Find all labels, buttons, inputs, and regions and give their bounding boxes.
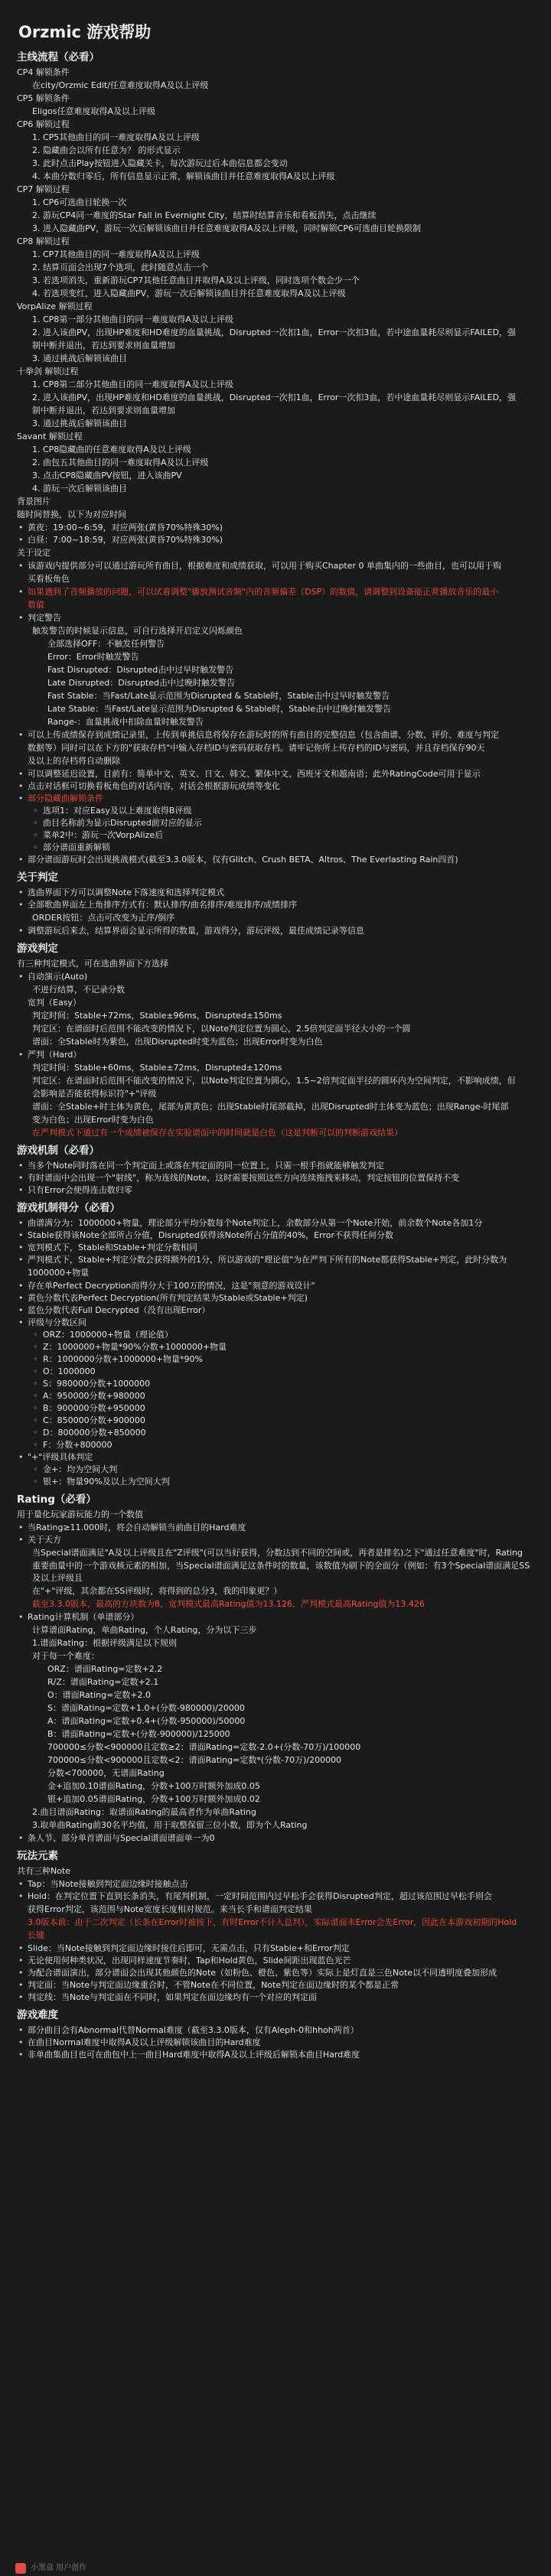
judge-warning-title: • 判定警告 xyxy=(17,612,536,624)
vorp-item: 1. CP8第一部分其他曲目的同一难度取得A及以上评级 xyxy=(32,314,233,324)
elem-item: 长键 xyxy=(28,1930,44,1940)
elem-item: • Tap：当Note接触到判定面边缘时接触点击 xyxy=(17,1878,536,1890)
hidden-item: ◦ 菜单2中：游玩一次VorpAlize后 xyxy=(32,829,536,842)
elem-item: • 为配合谱面演出，部分谱面会出现其他颜色的Note（如粉色、橙色、紫色等）实际上是灯直是三色Note以不同透明度叠加形成 xyxy=(17,1967,536,1979)
cp6-item: 1. CP5其他曲目的同一难度取得A及以上评级 xyxy=(32,132,200,142)
easy-title: 宽判（Easy） xyxy=(28,998,81,1008)
judge-item: Fast Stable：当Fast/Late显示范围为Disrupted & Stable时，Stable击中过早时触发警告 xyxy=(47,691,390,701)
judge-item: 全部选择OFF：不触发任何警告 xyxy=(47,639,165,649)
vorp-item: 3. 通过挑战后解锁该曲目 xyxy=(32,353,127,363)
auto-title: • 自动演示(Auto) xyxy=(17,971,536,983)
about-line: • 该游戏内提供部分可以通过游玩所有曲目，根据难度和成绩获取，可以用于购买Chapter 0 单曲集内的一些曲目，也可以用于购 xyxy=(17,560,536,572)
rating-step: 2.曲目谱面Rating：取谱面Rating的最高者作为单曲Rating xyxy=(32,1807,256,1817)
hidden-item: ◦ 部分谱面重新解锁 xyxy=(32,842,536,854)
rank-row: ◦ B：900000分数+950000 xyxy=(32,1402,536,1415)
ten-heading: 十拳剑 解锁过程 xyxy=(17,366,79,376)
calc-row: 700000≤分数<900000且定数<2：谱面Rating=定数*(分数-70万)/200000 xyxy=(47,1755,342,1765)
about-line: • 可以调整延迟设置，目前有：简单中文、英文、日文、韩文、繁体中文、西班牙文和越南语；此外RatingCode可用于显示 xyxy=(17,768,536,780)
rating-step: • 条人节、部分单首谱面与Special谱面谱面单一为0 xyxy=(17,1832,536,1845)
ten-item: 1. CP8第二部分其他曲目的同一难度取得A及以上评级 xyxy=(32,379,233,389)
calc-row: O：谱面Rating=定数+2.0 xyxy=(47,1690,152,1700)
easy-line: 判定区：在谱面时后范围不能改变的情况下，以Note判定位置为圆心，2.5倍判定面半径大小的一个圆 xyxy=(32,1024,411,1034)
rank-row: ◦ C：850000分数+900000 xyxy=(32,1415,536,1427)
about-line: 数据等）同时可以在下方的"获取存档"中输入存档ID与密码获取存档。请牢记你所上传存档的ID与密码，并且存档保存90天 xyxy=(28,743,485,753)
bg-item: • 黄夜：19:00~6:59，对应两张(黄昏70%特殊30%) xyxy=(17,522,536,534)
vorp-item: 制中断并退出，若达到要求则血量增加 xyxy=(32,340,175,350)
score-heading: 游戏机制得分（必看） xyxy=(17,1202,120,1214)
rank-row: ◦ A：950000分数+980000 xyxy=(32,1390,536,1402)
mode-item: • 全部歌曲界面左上角排序方式有：默认排序/曲名排序/难度排序/成绩排序 xyxy=(17,899,536,911)
about-heading: 关于设定 xyxy=(17,548,51,558)
calc-row: ORZ：谱面Rating=定数+2.2 xyxy=(47,1664,163,1674)
rating-step: 3.取单曲Rating前30名平均值，用于取整保留三位小数，即为个人Rating xyxy=(32,1820,308,1830)
auto-desc: 不进行结算，不记录分数 xyxy=(32,985,125,995)
rank-row: ◦ S：980000分数+1000000 xyxy=(32,1378,536,1390)
cp8-item: 4. 若选项变红，进入隐藏曲PV，游玩一次后解锁该曲目并任意难度取得A及以上评级 xyxy=(32,288,346,298)
rating-heading: Rating（必看） xyxy=(17,1493,96,1506)
about-line: • 可以上传成绩保存到成绩记录里，上传到单挑信息将保存在游玩时的所有曲目的完整信息（包含曲谱、分数、评价、难度与判定 xyxy=(17,729,536,741)
diff-heading: 游戏难度 xyxy=(17,2009,58,2021)
calc-row: B：谱面Rating=定数+(分数-900000)/125000 xyxy=(47,1729,230,1739)
cp7-item: 3. 进入隐藏曲PV，游玩一次后解锁该曲目并任意难度取得A及以上评级，同时解锁CP6可选曲目轮换限制 xyxy=(32,223,421,233)
score-item: • 存在单Perfect Decryption而得分大于100万的情况，这是"刻意的游戏设计" xyxy=(17,1280,536,1292)
score-item: • Stable获得该Note全部所占分值，Disrupted获得该Note所占分值的40%，Error不获得任何分数 xyxy=(17,1229,536,1242)
hard-title: • 严判（Hard） xyxy=(17,1049,536,1061)
cp4-heading: CP4 解锁条件 xyxy=(17,67,70,77)
about-line: • 部分隐藏曲解锁条件 xyxy=(17,793,536,805)
about-warning: 数值 xyxy=(28,600,44,610)
rating-item: 重要曲量中的一个游戏核元素的相加，当Special谱面满足这条件时的数量，该数值为刷下的全面分（例如：有3个Special谱面满足SS及以上评级且 xyxy=(32,1561,530,1583)
plus-item: ◦ 银+：物量90%及以上为空间大判 xyxy=(32,1476,536,1488)
cp8-heading: CP8 解锁过程 xyxy=(17,236,70,246)
cp7-item: 1. CP6可选曲目轮换一次 xyxy=(32,197,127,207)
cp7-item: 2. 游玩CP4同一难度的Star Fall in Evernight City，结算时结算音乐和看板消失，点击继续 xyxy=(32,210,377,220)
hard-line: 判定时间：Stable+60ms，Stable±72ms，Disrupted±120ms xyxy=(32,1063,282,1073)
app-logo-icon xyxy=(15,2563,26,2574)
ten-item: 2. 进入该曲PV，出现HP难度和HD难度的血量挑战，Disrupted一次扣1血，Error一次扣3血，若中途血量耗尽则显示FAILED，强 xyxy=(32,392,517,402)
rating-item: • Rating计算机制（单谱部分） xyxy=(17,1611,536,1623)
score-item: • 宽判模式下，Stable和Stable+判定分数相同 xyxy=(17,1242,536,1254)
calc-row: R/Z：谱面Rating=定数+2.1 xyxy=(47,1677,159,1687)
hard-line: 谱面：全Stable+时主体为黄色，尾部为黄黄色；出现Stable时尾部截掉，出现Disrupted时主体变为蓝色；出现Range-时尾部 xyxy=(32,1102,509,1112)
about-line: • 点击对话框可切换看板角色的对话内容，对话会根据游玩成绩等变化 xyxy=(17,780,536,793)
judge-item: Range-：血量挑战中扣除血量时触发警告 xyxy=(47,717,204,727)
rating-item: • 关于天方 xyxy=(17,1534,536,1546)
diff-item: • 在曲目Normal难度中取得A及以上评级解锁该曲目的Hard难度 xyxy=(17,2037,536,2049)
about-line: • 部分谱面游玩时会出现挑战模式(截至3.3.0版本，仅有Glitch、Crush BETA、Altros、The Everlasting Rain四首) xyxy=(17,854,536,866)
bg-heading: 背景图片 xyxy=(17,497,51,506)
page-title: Orzmic 游戏帮助 xyxy=(18,23,152,41)
rating-max-note: 截至3.3.0版本，最高的方块数为8，宽判模式最高Rating值为13.126，严判模式最高Rating值为13.426 xyxy=(32,1599,425,1609)
cp8-item: 3. 若选项消失，重新游玩CP7其他任意曲目并取得A及以上评级，同时选项个数会少一个 xyxy=(32,275,360,285)
mode-item: ORDER按钮：点击可改变为正序/倒序 xyxy=(32,913,175,923)
elem-item: 获得Error判定，该范围与Note宽度长度相对规范。来当长手和谱面判定结果 xyxy=(28,1904,312,1914)
cp6-heading: CP6 解锁过程 xyxy=(17,119,70,129)
calc-row: 分数<700000，无谱面Rating xyxy=(47,1768,165,1778)
vorp-item: 2. 进入该曲PV，出现HP难度和HD难度的血量挑战，Disrupted一次扣1血，Error一次扣3血，若中途血量耗尽则显示FAILED，强 xyxy=(32,327,517,337)
rating-item: 1.谱面Rating：根据评级满足以下规则 xyxy=(32,1638,177,1648)
hard-note: 在严判模式下通过有一个成绩被保存在实验谱面中的时间就是白色（这是判断可以的判断游戏结果） xyxy=(32,1128,403,1138)
section-main-heading: 主线流程（必看） xyxy=(17,51,99,64)
elem-item: • Slide：当Note接触到判定面边缘时接住后即可，无需点击，只有Stable+和Error判定 xyxy=(17,1943,536,1955)
hard-line: 变为白色；出现Error时变为白色 xyxy=(32,1115,154,1125)
judge-item: Late Disrupted：Disrupted击中过晚时触发警告 xyxy=(47,678,236,688)
cp4-text: 在city/Orzmic Edit/任意难度取得A及以上评级 xyxy=(32,80,209,90)
cp5-text: Eligos任意难度取得A及以上评级 xyxy=(32,106,156,116)
rating-item: 当Special谱面满足"A及以上评级且在"Z评级"(可以当好获得，分数达到不同的空间或，再者是排名)之下"通过任意难度"时，Rating xyxy=(32,1548,523,1558)
rating-item: 对于每一个难度： xyxy=(32,1651,99,1661)
cp6-item: 4. 本曲分数归零后，所有信息显示正常，解锁该曲目并任意难度取得A及以上评级 xyxy=(32,171,335,181)
hard-line: 判定区：在谱面时后范围不能改变的情况下，以Note判定位置为圆心，1.5~2倍判定面半径的圆环内为空间判定，不影响成绩，但 xyxy=(32,1076,516,1086)
rating-item: 计算谱面Rating，单曲Rating，个人Rating，分为以下三步 xyxy=(32,1625,257,1635)
easy-line: 判定时间：Stable+72ms，Stable±96ms，Disrupted±150ms xyxy=(32,1011,282,1021)
elem-item: • 判定面：当Note与判定面边缘重合时，不管Note在不同位置，Note判定在面边缘时的某个都是正常 xyxy=(17,1979,536,1991)
savant-item: 1. CP8隐藏曲的任意难度取得A及以上评级 xyxy=(32,445,191,454)
judge-item: Error：Error时触发警告 xyxy=(47,652,139,662)
hard-line: 会影响是否能获得标识符"+"评级 xyxy=(32,1089,157,1099)
ten-item: 3. 通过挑战后解锁该曲目 xyxy=(32,418,127,428)
mech-heading: 游戏机制（必看） xyxy=(17,1145,99,1157)
savant-item: 2. 曲包五其他曲目的同一难度取得A及以上评级 xyxy=(32,458,209,467)
cp6-item: 3. 此时点击Play按钮进入隐藏关卡，每次游玩过后本曲信息都会变动 xyxy=(32,158,288,168)
savant-item: 3. 点击CP8隐藏曲PV按钮，进入该曲PV xyxy=(32,471,182,480)
watermark-text: 小黑盒 用户创作 xyxy=(31,2564,87,2572)
easy-line: 谱面：全Stable时为紫色，出现Disrupted时变为蓝色；出现Error时变为白色 xyxy=(32,1037,323,1047)
elem-item: • Hold：在判定位置下直到长条消失，有尾判机制，一定时间范围内过早松手会获得Disrupted判定，超过该范围过早松手则会 xyxy=(17,1890,536,1903)
score-item: • 曲谱满分为：1000000+物量，理论部分平均分数每个Note判定上，余数部分从第一个Note开始，前余数个Note各加1分 xyxy=(17,1217,536,1229)
rank-row: ◦ F：分数+800000 xyxy=(32,1439,536,1451)
judge-item: Fast Disrupted：Disrupted击中过早时触发警告 xyxy=(47,665,234,675)
elem-intro: 共有三种Note xyxy=(17,1866,71,1876)
score-item: • 严判模式下，Stable+判定分数会获得额外的1分，所以游戏的"理论值"为在严判下所有的Note都获得Stable+判定，此时分数为 xyxy=(17,1254,536,1266)
savant-heading: Savant 解锁过程 xyxy=(17,432,83,441)
calc-row: A：谱面Rating=定数+0.4+(分数-950000)/50000 xyxy=(47,1716,246,1726)
cp8-item: 2. 结算页面会出现7个选项，此时随意点击一个 xyxy=(32,262,208,272)
rank-row: ◦ D：800000分数+850000 xyxy=(32,1427,536,1439)
elem-item: • 判定线：当Note与判定面在不同时，如果判定在面边缘均有一个对应的判定面 xyxy=(17,1991,536,2004)
watermark xyxy=(15,2562,86,2574)
mech-item: • 有时谱面中会出现一个"射线"，称为连线的Note，这时需要按照这些方向连续拖拽来移动，判定按钮的位置保持不变 xyxy=(17,1172,536,1184)
rating-intro: 用于量化玩家游玩能力的一个数值 xyxy=(17,1509,143,1519)
elem-heading: 玩法元素 xyxy=(17,1850,58,1862)
calc-row: 银+追加0.05谱面Rating，分数+100万时额外加成0.02 xyxy=(47,1794,260,1804)
cp5-heading: CP5 解锁条件 xyxy=(17,93,70,103)
plus-item: ◦ 金+：均为空间大判 xyxy=(32,1464,536,1476)
cp7-heading: CP7 解锁过程 xyxy=(17,184,70,194)
about-warning: • 如果遇到了音频播放的问题，可以试着调整"播放测试音频"内的音频偏差（DSP）的数值，请调整到设备能正常播放音乐的最小 xyxy=(17,586,536,598)
diff-item: • 部分曲目会有Abnormal代替Normal难度（截至3.3.0版本，仅有Aleph-0和hhoh两首） xyxy=(17,2024,536,2037)
hidden-item: ◦ 选项1：对应Easy及以上难度取得B评级 xyxy=(32,805,536,817)
judge-warning-desc: 触发警告的时候显示信息，可自行选择开启定义闪烁颜色 xyxy=(32,626,243,636)
rank-row: ◦ R：1000000分数+1000000+物量*90% xyxy=(32,1353,536,1366)
cp6-item: 2. 隐藏曲会以所有任意为？ 的形式显示 xyxy=(32,145,181,155)
mech-item: • 只有Error会使得连击数归零 xyxy=(17,1184,536,1197)
mech-item: • 当多个Note同时落在同一个判定面上或落在判定面的同一位置上，只需一根手指就能够触发判定 xyxy=(17,1160,536,1172)
about-line: 及以上的存档将自动删除 xyxy=(28,756,120,766)
mode-heading: 关于判定 xyxy=(17,871,58,884)
score-item: • 蓝色分数代表Full Decrypted（没有出现Error） xyxy=(17,1304,536,1317)
ten-item: 制中断并退出，若达到要求则血量增加 xyxy=(32,405,175,415)
vorp-heading: VorpAlize 解锁过程 xyxy=(17,301,93,311)
elem-item: 3.0版本前：由于二次判定（长条在Error时被按下，有时Error不计入总判），实际谱面未Error会先Error，因此在本游戏初期的Hold xyxy=(28,1917,517,1927)
calc-row: S：谱面Rating=定数+1.0+(分数-980000)/20000 xyxy=(47,1703,245,1713)
play-intro: 有三种判定模式，可在选曲界面下方选择 xyxy=(17,959,168,969)
cp8-item: 1. CP7其他曲目的同一难度取得A及以上评级 xyxy=(32,249,200,259)
mode-item: • 选曲界面下方可以调整Note下落速度和选择判定模式 xyxy=(17,887,536,899)
rating-item: 在"+"评级，其余都在SS评级时，将得到的总分3，我的印象更？） xyxy=(32,1586,282,1596)
rank-row: ◦ Z：1000000+物量*90%分数+1000000+物量 xyxy=(32,1341,536,1353)
savant-item: 4. 游玩一次后解锁该曲目 xyxy=(32,484,127,493)
plus-title: • "+"评级具体判定 xyxy=(17,1451,536,1464)
diff-item: • 非单曲集曲目也可在曲包中上一曲目Hard难度中取得A及以上评级后解锁本曲目Hard难度 xyxy=(17,2049,536,2061)
play-heading: 游戏判定 xyxy=(17,943,58,955)
elem-item: • 无论使用何种类状况，出现同样速度节奏时，Tap和Hold黄色，Slide间距出现蓝色光芒 xyxy=(17,1955,536,1967)
score-item: • 评级与分数区间 xyxy=(17,1317,536,1329)
score-item: 1000000+物量 xyxy=(28,1268,90,1278)
about-line: 买看板角色 xyxy=(28,574,70,584)
rating-item: • 当Rating≥11.000时，将会自动解锁当前曲目的Hard难度 xyxy=(17,1522,536,1534)
hidden-item: ◦ 曲目名称前为显示Disrupted前对应的显示 xyxy=(32,817,536,829)
bg-item: • 白昼：7:00~18:59，对应两张(黄昏70%特殊30%) xyxy=(17,534,536,546)
score-item: • 黄色分数代表Perfect Decryption(所有判定结果为Stable或Stable+判定) xyxy=(17,1292,536,1304)
calc-row: 700000≤分数<900000且定数≥2：谱面Rating=定数-2.0+(分数-70万)/100000 xyxy=(47,1742,361,1752)
bg-text: 随时间替换，以下为对应时间 xyxy=(17,510,126,519)
calc-row: 金+追加0.10谱面Rating，分数+100万时额外加成0.05 xyxy=(47,1781,260,1791)
rank-row: ◦ O：1000000 xyxy=(32,1366,536,1378)
rank-row: ◦ ORZ：1000000+物量（理论值） xyxy=(32,1329,536,1341)
mode-item: • 调整游玩后来去，结算界面会显示所得的数量，游戏得分，游玩评级，最佳成绩记录等信息 xyxy=(17,925,536,937)
judge-item: Late Stable：当Fast/Late显示范围为Disrupted & Stable时，Stable击中过晚时触发警告 xyxy=(47,704,392,714)
